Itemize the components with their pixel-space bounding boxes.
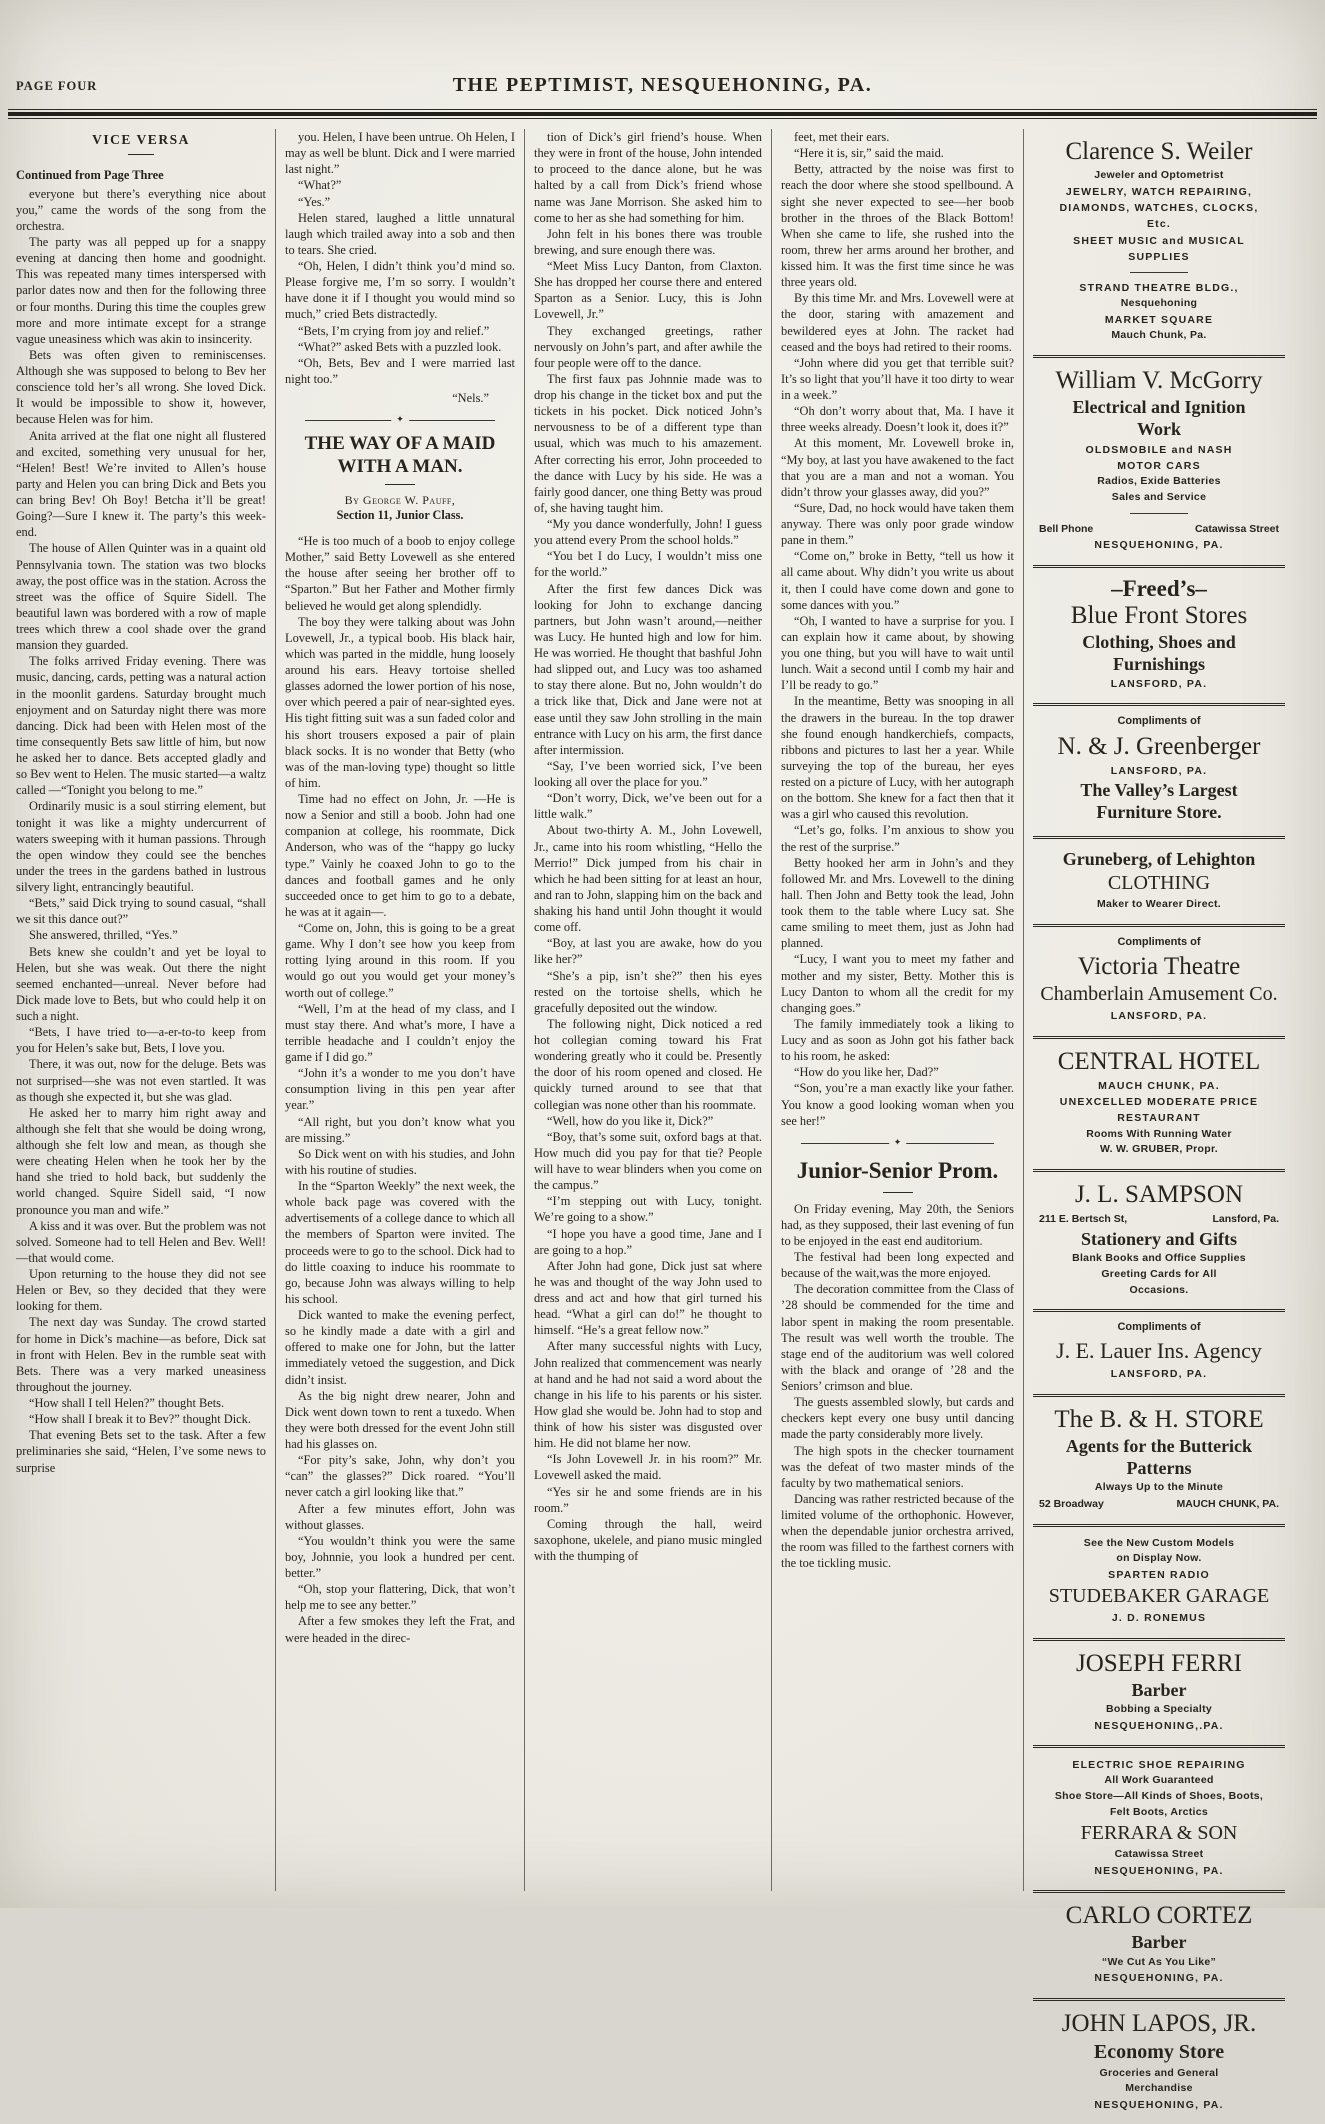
paragraph: John felt in his bones there was trouble brewing, and sure enough there was. — [534, 226, 762, 257]
ad-line: Victoria Theatre — [1077, 953, 1241, 981]
ad-line: UNEXCELLED MODERATE PRICE — [1059, 1095, 1259, 1108]
ad-line: Catawissa Street — [1114, 1848, 1204, 1861]
ad-line: Mauch Chunk, Pa. — [1111, 329, 1207, 342]
paragraph: Betty, attracted by the noise was first to reach the door where she stood spellbound. A sight she never expected to see—her boob brother in the throes of the Black Bottom! When she came to life, she rushed into the room, threw her arms around her brother, and kissed him. It was the first time since he was three years old. — [781, 162, 1014, 290]
ad-line: Nesquehoning — [1120, 297, 1198, 310]
advertisement-column — [1023, 129, 1285, 2112]
paragraph: The following night, Dick noticed a red hot collegian coming toward his Frat wondering greatly who it could be. Presently the door of his room opened and closed. He quickly turned around to see that that collegian was none other than his roommate. — [534, 1016, 762, 1112]
ad-line: Radios, Exide Batteries — [1097, 475, 1221, 488]
paragraph: “Let’s go, folks. I’m anxious to show you the rest of the surprise.” — [781, 823, 1014, 854]
header-rule — [8, 109, 1317, 119]
ad-line: NESQUEHONING, PA. — [1094, 1865, 1224, 1878]
ad-line: The B. & H. STORE — [1054, 1405, 1264, 1433]
ad-line: Clarence S. Weiler — [1065, 138, 1253, 165]
ad-line: LANSFORD, PA. — [1110, 1010, 1208, 1023]
article-headline: THE WAY OF A MAID — [304, 433, 496, 455]
paragraph: Helen stared, laughed a little unnatural laugh which trailed away into a sob and then to tears. She cried. — [285, 210, 515, 257]
paragraph: The first faux pas Johnnie made was to drop his change in the ticket box and put the tickets in his pocket. Dick noticed John’s nervousness to be of a different type than usual, which was much to his amazement. After correcting his error, John proceeded to the dance with Lucy by his side. He was a fairly good dancer, one thing Betty was proud of, she having taught him. — [534, 371, 762, 515]
ad-line: Barber — [1131, 1932, 1187, 1953]
ad-line: STUDEBAKER GARAGE — [1048, 1585, 1270, 1608]
paragraph: After a few smokes they left the Frat, and were headed in the direc- — [285, 1614, 515, 1645]
ad-line: W. W. GRUBER, Propr. — [1099, 1143, 1218, 1156]
paragraph: “He is too much of a boob to enjoy college Mother,” said Betty Lovewell as she entered the house after seeing her brother off to “Sparton.” But her Father and Mother firmly believed he would get along splendidly. — [285, 534, 515, 613]
paragraph: He asked her to marry him right away and although she felt that she would be doing wrong, although she felt low and mean, as though she were cheating Helen when he took her by the hand she tried to hold back, but suddenly the world changed. Squire Sidell said, “I now pronounce you man and wife.” — [16, 1105, 266, 1217]
ad-line: CLOTHING — [1107, 871, 1211, 894]
ad-line: Chamberlain Amusement Co. — [1040, 983, 1278, 1006]
ad-line: MARKET SQUARE — [1104, 314, 1214, 327]
ad-line: LANSFORD, PA. — [1110, 1368, 1208, 1381]
paragraph: “Come on,” broke in Betty, “tell us how it all came about. Why didn’t you write us about it, then I could have come down and gone to some dances with you.” — [781, 549, 1014, 612]
ad-line: Blank Books and Office Supplies — [1072, 1252, 1246, 1265]
ad-bh-store — [1033, 1394, 1285, 1524]
paragraph: “John it’s a wonder to me you don’t have consumption living in this pen year after year.” — [285, 1066, 515, 1113]
paragraph: Upon returning to the house they did not see Helen or Bev, so they decided that they were looking for them. — [16, 1267, 266, 1314]
ad-line: Clothing, Shoes and — [1082, 631, 1236, 652]
ad-line — [1037, 1211, 1281, 1228]
ad-line: SHEET MUSIC and MUSICAL — [1073, 234, 1245, 247]
paragraph: “Well, I’m at the head of my class, and I must stay there. And what’s more, I have a terrible headache and I couldn’t enjoy the game if I did go.” — [285, 1001, 515, 1065]
paragraph: you. Helen, I have been untrue. Oh Helen, I may as well be blunt. Dick and I were married last night.” — [285, 130, 515, 177]
page-number-label: PAGE FOUR — [16, 79, 98, 93]
ad-carlo-cortez — [1033, 1890, 1285, 1997]
paragraph: After the first few dances Dick was looking for John to exchange dancing partners, but John wasn’t around,—neither was Lucy. He hunted high and low for him. He was worried. He thought that bashful John had slipped out, and Lucy was too ashamed to stay there alone. But no, John wouldn’t do a trick like that, Dick and Jane were not at ease until they saw John strolling in the main entrance with Lucy on his arm, the first dance after intermission. — [534, 581, 762, 757]
paragraph: “Boy, that’s some suit, oxford bags at that. How much did you pay for that tie? People will have to wear blinders when you come on the campus.” — [534, 1129, 762, 1193]
paragraph: Betty hooked her arm in John’s and they followed Mr. and Mrs. Lovewell to the dining hall. Then John and Betty took the lead, John took them to the table where Lucy sat. She came smiling to meet them, just as John had planned. — [781, 855, 1014, 951]
ad-divider — [1130, 513, 1188, 514]
ad-line: Shoe Store—All Kinds of Shoes, Boots, — [1054, 1789, 1264, 1802]
ad-line: Barber — [1131, 1679, 1187, 1700]
paragraph: “Is John Lovewell Jr. in his room?” Mr. Lovewell asked the maid. — [534, 1452, 762, 1483]
paragraph: feet, met their ears. — [794, 130, 890, 144]
paragraph: The decoration committee from the Class of ’28 should be commended for the time and labor spent in making the room presentable. The result was well worth the trouble. The stage end of the auditorium was well colored with the black and orange of ’28 and the Seniors’ crimson and blue. — [781, 1282, 1014, 1394]
paragraph: “My you dance wonderfully, John! I guess you attend every Prom the school holds.” — [534, 517, 762, 548]
ad-line: JEWELRY, WATCH REPAIRING, — [1065, 185, 1253, 198]
paragraph: By this time Mr. and Mrs. Lovewell were at the door, staring with amazement and bewildered eyes at John. The racket had ceased and the boys had retired to their rooms. — [781, 291, 1014, 354]
paragraph: tion of Dick’s girl friend’s house. When they were in front of the house, John intended to proceed to the dance alone, but he was halted by a call from Dick’s friend whose name was Jane Morrison. She asked him to come to her as she had something for him. — [534, 130, 762, 225]
paragraph: The party was all pepped up for a snappy evening at dancing then home and goodnight. This was repeated many times interspersed with parlor dates now and then for the following three or four months. During this time the couples grew more and more intimate except for a strange vague uneasiness which was akin to insincerity. — [16, 235, 266, 346]
paragraph: Dancing was rather restricted because of the limited volume of the orthophonic. However, when the dependable junior orchestra arrived, the room was filled to the farthest corners with the toe tickling music. — [781, 1491, 1014, 1571]
paragraph: Time had no effect on John, Jr. —He is now a Senior and still a boob. John had one companion at college, his roommate, Dick Anderson, who was of the “happy go lucky type.” Vainly he coaxed John to go to the dances and football games and he only succeeded once to get him to go to a debate, he was at it again—. — [285, 792, 515, 919]
ad-line-right: Catawissa Street — [1194, 522, 1279, 535]
ad-line: RESTAURANT — [1117, 1112, 1201, 1125]
paragraph: “Say, I’ve been worried sick, I’ve been looking all over the place for you.” — [534, 758, 762, 789]
header-rule-hairline — [8, 109, 1317, 110]
ad-central-hotel — [1033, 1036, 1285, 1169]
ad-line: Stationery and Gifts — [1080, 1228, 1237, 1249]
ad-line: All Work Guaranteed — [1104, 1774, 1214, 1787]
ad-line: Always Up to the Minute — [1094, 1480, 1224, 1493]
paragraph: In the “Sparton Weekly” the next week, the whole back page was covered with the advertisements of a college dance to which all the members of Sparton were invited. The proceeds were to go to the school. Dick had to do little coaxing to induce his roommate to go, because John was always willing to help his school. — [285, 1179, 515, 1306]
paragraph: “Oh don’t worry about that, Ma. I have it three weeks already. Doesn’t look it, does it?” — [781, 404, 1014, 435]
paragraph: “Here it is, sir,” said the maid. — [794, 146, 944, 161]
paragraph: everyone but there’s everything nice about you,” came the words of the song from the orchestra. — [16, 186, 266, 233]
ad-line: Merchandise — [1125, 2082, 1193, 2095]
ad-line: Groceries and General — [1099, 2066, 1219, 2079]
ad-line: NESQUEHONING, PA. — [1094, 2099, 1224, 2112]
article-headline: Junior-Senior Prom. — [796, 1157, 999, 1183]
ad-line: Compliments of — [1117, 935, 1201, 948]
ad-line: Compliments of — [1117, 715, 1201, 728]
ad-line: OLDSMOBILE and NASH — [1085, 443, 1233, 456]
paragraph: “All right, but you don’t know what you are missing.” — [285, 1114, 515, 1145]
ad-line: J. D. RONEMUS — [1111, 1612, 1207, 1625]
ad-joseph-ferri — [1033, 1638, 1285, 1745]
paragraph: “She’s a pip, isn’t she?” then his eyes rested on the tortoise shells, which he gracefully deposited out the window. — [534, 968, 762, 1015]
paragraph: Coming through the hall, weird saxophone, ukelele, and piano music mingled with the thumping of — [534, 1516, 762, 1563]
paragraph: “Son, you’re a man exactly like your father. You know a good looking woman when you see her!” — [781, 1081, 1014, 1128]
ad-line: Furnishings — [1112, 653, 1206, 674]
ad-line-left: 52 Broadway — [1039, 1497, 1104, 1510]
paragraph: “Bets,” said Dick trying to sound casual, “shall we sit this dance out?” — [16, 896, 266, 927]
byline: By George W. Pauff, — [344, 492, 456, 507]
ad-line: SPARTEN RADIO — [1108, 1569, 1210, 1582]
ad-line: DIAMONDS, WATCHES, CLOCKS, — [1059, 202, 1259, 215]
paragraph: “You bet I do Lucy, I wouldn’t miss one for the world.” — [534, 549, 762, 580]
paragraph: The festival had been long expected and because of the wait,was the more enjoyed. — [781, 1250, 1014, 1281]
ad-divider — [1130, 272, 1188, 273]
ad-line: Occasions. — [1129, 1283, 1189, 1296]
paragraph: “Come on, John, this is going to be a great game. Why I don’t see how you keep from rotting lying around in this room. If you would go out you would get your money’s worth out of college.” — [285, 921, 515, 1000]
ad-line: Electrical and Ignition — [1072, 397, 1246, 418]
ad-line: J. L. SAMPSON — [1074, 1181, 1244, 1209]
paragraph: “Yes sir he and some friends are in his room.” — [534, 1484, 762, 1515]
paragraph: The folks arrived Friday evening. There was music, dancing, cards, petting was a natural action in the moonlit gardens. Saturday brought much enjoyment and on Saturday night there was more dancing. Dick had been with Helen most of the time consequently Bets saw little of him, but now he asked her to dance. Bets accepted gladly and so Bev went to Helen. The music started—a waltz called —“Tonight you belong to me.” — [16, 654, 266, 798]
ad-line: SUPPLIES — [1128, 250, 1190, 263]
paragraph: After a few minutes effort, John was without glasses. — [285, 1501, 515, 1532]
ad-line: STRAND THEATRE BLDG., — [1079, 282, 1239, 295]
ad-line: on Display Now. — [1116, 1552, 1202, 1565]
ad-line: NESQUEHONING, PA. — [1094, 1972, 1224, 1985]
paragraph: “How do you like her, Dad?” — [794, 1065, 939, 1080]
paragraph: “Oh, stop your flattering, Dick, that won’t help me to see any better.” — [285, 1582, 515, 1613]
ad-clarence-weiler — [1033, 129, 1285, 355]
paragraph: “How shall I break it to Bev?” thought Dick. — [29, 1412, 251, 1427]
paragraph: “Oh, Helen, I didn’t think you’d mind so. Please forgive me, I’m so sorry. I wouldn’t have done it if I thought you would mind so much,” cried Bets distractedly. — [285, 259, 515, 322]
continued-note: Continued from Page Three — [16, 167, 164, 182]
paragraph: “Bets, I’m crying from joy and relief.” — [298, 323, 490, 338]
paragraph: “Oh, I wanted to have a surprise for you. I can explain how it came about, by showing you one thing, but you will have to wait until lunch. Wait a second until I comb my hair and I’ll be ready to go.” — [781, 613, 1014, 693]
ad-gruneberg — [1033, 836, 1285, 924]
paragraph: “You wouldn’t think you were the same boy, Johnnie, you look a hundred per cent. better.” — [285, 1533, 515, 1581]
paragraph: Dick wanted to make the evening perfect, so he kindly made a date with a girl and offered to make one for John, but the latter immediately vetoed the suggestion, and Dick didn’t insist. — [285, 1308, 515, 1387]
paragraph: A kiss and it was over. But the problem was not solved. Someone had to tell Helen and Bev. Well!—that would come. — [16, 1218, 266, 1265]
story-column-2 — [275, 129, 515, 1891]
ad-line-right: Lansford, Pa. — [1212, 1213, 1279, 1226]
paragraph: After John had gone, Dick just sat where he was and thought of the way John used to dress and act and how that girl turned his head. “What a girl can do!” he thought to himself. “He’s a great fellow now.” — [534, 1258, 762, 1338]
story-column-3 — [524, 129, 762, 1891]
paragraph: At this moment, Mr. Lovewell broke in, “My boy, at last you have awakened to the fact that you are a man and not a woman. You didn’t throw your glasses away, did you?” — [781, 436, 1014, 499]
article-headline: VICE VERSA — [16, 131, 266, 155]
paragraph: Bets was often given to reminiscenses. Although she was supposed to belong to Bev her conscience told her’s all wrong. She loved Dick. It would be impossible to show it, however, because Helen was for him. — [16, 347, 266, 427]
ad-line: –Freed’s– — [1111, 575, 1207, 601]
ad-line: Agents for the Butterick — [1065, 1435, 1253, 1456]
byline: Section 11, Junior Class. — [336, 508, 464, 523]
ad-line: N. & J. Greenberger — [1057, 732, 1261, 760]
paragraph: They exchanged greetings, rather nervously on John’s part, and after awhile the four people were off to the dance. — [534, 323, 762, 370]
paragraph: “Sure, Dad, no hock would have taken them anyway. There was only poor grade window pane in them.” — [781, 500, 1014, 548]
ad-line: NESQUEHONING,.PA. — [1094, 1719, 1224, 1732]
ad-line: Maker to Wearer Direct. — [1096, 897, 1221, 910]
ad-line: LANSFORD, PA. — [1110, 677, 1208, 690]
ad-line: ELECTRIC SHOE REPAIRING — [1072, 1758, 1246, 1771]
ad-line: Sales and Service — [1111, 490, 1207, 503]
ad-line: The Valley’s Largest — [1080, 780, 1238, 801]
ad-line: JOHN LAPOS, JR. — [1061, 2009, 1257, 2037]
paragraph: That evening Bets set to the task. After a few preliminaries she said, “Helen, I’ve some news to surprise — [16, 1428, 266, 1475]
ad-line: Patterns — [1126, 1457, 1192, 1478]
ornament-divider — [305, 414, 495, 421]
ad-line: JOSEPH FERRI — [1075, 1649, 1242, 1677]
paragraph: Ordinarily music is a soul stirring element, but tonight it was like a mighty undercurrent of waters sweeping with it human passions. Through the open window they could see the benches under the trees in the gardens bathed in lustrous silvery light, entrancingly beautiful. — [16, 799, 266, 895]
story-column-4 — [771, 129, 1014, 1891]
ad-line: “We Cut As You Like” — [1101, 1955, 1217, 1968]
ad-line: Greeting Cards for All — [1101, 1267, 1217, 1280]
paragraph: “What?” — [298, 178, 342, 193]
paragraph: “Boy, at last you are awake, how do you like her?” — [534, 936, 762, 967]
ad-lauer-ins-agency — [1033, 1309, 1285, 1393]
ad-line: Rooms With Running Water — [1086, 1127, 1232, 1140]
ad-freeds-blue-front — [1033, 565, 1285, 704]
headline-rule — [385, 484, 415, 485]
ad-line: MOTOR CARS — [1117, 459, 1201, 472]
paragraph: After many successful nights with Lucy, John realized that commencement was nearly at hand and he had not said a word about the change in his life to his parents or his sister. How glad she would be. John had to stop and think of how his sister was disgusted over him. He did not blame her now. — [534, 1339, 762, 1451]
paragraph: In the meantime, Betty was snooping in all the drawers in the bureau. In the top drawer she found enough handkerchiefs, compacts, ribbons and pictures to last her a year. While surveying the top of the bureau, her eyes rested on a picture of Lucy, with her autograph on the bottom. She knew for a fact then that it was a girl who caused this revolution. — [781, 694, 1014, 822]
ad-line: Felt Boots, Arctics — [1109, 1805, 1209, 1818]
ad-studebaker-garage — [1033, 1524, 1285, 1638]
headline-rule — [883, 1192, 913, 1193]
article-headline: WITH A MAN. — [337, 456, 463, 478]
paragraph: “For pity’s sake, John, why don’t you “can” the glasses?” Dick roared. “You’ll never catch a girl looking like that.” — [285, 1453, 515, 1500]
paragraph: “How shall I tell Helen?” thought Bets. — [29, 1396, 225, 1411]
ad-john-lapos — [1033, 1998, 1285, 2124]
page-header — [0, 0, 1325, 102]
paragraph: There, it was out, now for the deluge. Bets was not surprised—she was not even startled. It was as though she expected it, but she was glad. — [16, 1057, 266, 1104]
header-rule-band — [8, 112, 1317, 116]
ad-line: Etc. — [1146, 218, 1172, 231]
signature: “Nels.” — [452, 391, 489, 405]
paragraph: “Yes.” — [298, 194, 331, 209]
paragraph: “Oh, Bets, Bev and I were married last night too.” — [285, 355, 515, 386]
paragraph: “Well, how do you like it, Dick?” — [547, 1113, 714, 1128]
ad-line: See the New Custom Models — [1083, 1536, 1235, 1549]
paragraph: The high spots in the checker tournament was the defeat of two master minds of the faculty by two mathematical seniors. — [781, 1443, 1014, 1490]
paragraph: “What?” asked Bets with a puzzled look. — [298, 339, 502, 354]
ad-line: William V. McGorry — [1055, 367, 1263, 395]
paragraph: She answered, thrilled, “Yes.” — [29, 928, 178, 943]
page-columns — [0, 119, 1325, 2112]
ad-william-mcgorry — [1033, 355, 1285, 565]
paragraph: “John where did you get that terrible suit? It’s so light that you’ll have it too dirty to wear in a week.” — [781, 355, 1014, 402]
ad-line: CARLO CORTEZ — [1065, 1902, 1253, 1930]
paragraph: The boy they were talking about was John Lovewell, Jr., a typical boob. His black hair, which was parted in the middle, hung loosely around his ears. Heavy tortoise shelled glasses adorned the lower portion of his nose, over which peered a pair of near-sighted eyes. His tight fitting suit was a sun faded color and his short trousers exposed a pair of plain black socks. It is no wonder that Betty (who was of the man-loving type) thought so little of him. — [285, 614, 515, 790]
paragraph: On Friday evening, May 20th, the Seniors had, as they supposed, their last evening of fun to be enjoyed in the east end auditorium. — [781, 1201, 1014, 1248]
ad-line-right: MAUCH CHUNK, PA. — [1176, 1497, 1279, 1510]
paragraph: “Bets, I have tried to—a-er-to-to keep from you for Helen’s sake but, Bets, I love you. — [16, 1025, 266, 1056]
ad-victoria-theatre — [1033, 924, 1285, 1036]
ad-line: FERRARA & SON — [1080, 1822, 1238, 1845]
ad-jl-sampson — [1033, 1169, 1285, 1309]
paragraph: Anita arrived at the flat one night all flustered and excited, something very unusual for her, “Helen! Best! We’re invited to Allen’s house party and Helen you can bring Dick and Bets you can bring Bev! Oh Boy! Betcha it’ll be great! Going?—Sure I knew it. The party’s this week-end. — [16, 428, 266, 540]
ad-line — [1037, 1496, 1281, 1513]
paragraph: About two-thirty A. M., John Lovewell, Jr., came into his room whistling, “Hello the Merrio!” Dick jumped from his chair in which he had been sitting for at least an hour, and ran to John, slapping him on the back and shaking his hand until John thought it would come off. — [534, 823, 762, 935]
ad-line: Bobbing a Specialty — [1105, 1702, 1213, 1715]
paragraph: “I’m stepping out with Lucy, tonight. We’re going to a show.” — [534, 1194, 762, 1225]
ad-line: NESQUEHONING, PA. — [1094, 539, 1224, 552]
ad-line: LANSFORD, PA. — [1110, 764, 1208, 777]
ornament-divider — [801, 1137, 994, 1144]
paragraph: “I hope you have a good time, Jane and I are going to a hop.” — [534, 1226, 762, 1257]
ad-line-left: Bell Phone — [1039, 522, 1094, 535]
ad-line: Jeweler and Optometrist — [1094, 169, 1224, 181]
paragraph: The house of Allen Quinter was in a quaint old Pennsylvania town. The station was two blocks away, the post office was in the station. Across the street was the office of Squire Sidell. The beautiful lawn was bordered with a row of maple trees which threw a cool shade over the grand mansion they guarded. — [16, 541, 266, 653]
ad-greenberger — [1033, 703, 1285, 835]
paragraph: “Lucy, I want you to meet my father and mother and my sister, Betty. Mother this is Lucy Danton to whom all the credit for my changing goes.” — [781, 952, 1014, 1015]
ad-line: Work — [1136, 419, 1181, 440]
ad-line: Gruneberg, of Lehighton — [1062, 848, 1256, 869]
paragraph: So Dick went on with his studies, and John with his routine of studies. — [285, 1146, 515, 1177]
story-column-1 — [16, 129, 266, 1891]
paragraph: “Meet Miss Lucy Danton, from Claxton. She has dropped her course there and entered Sparton as a Senior. Lucy, this is John Lovewell, Jr.” — [534, 259, 762, 322]
ad-line: J. E. Lauer Ins. Agency — [1056, 1338, 1262, 1364]
ad-line: CENTRAL HOTEL — [1057, 1047, 1261, 1075]
paragraph: The family immediately took a liking to Lucy and as soon as John got his father back to his room, he asked: — [781, 1016, 1014, 1064]
masthead-title: THE PEPTIMIST, NESQUEHONING, PA. — [452, 74, 873, 96]
ad-line: Blue Front Stores — [1070, 601, 1248, 629]
ad-line: MAUCH CHUNK, PA. — [1098, 1079, 1220, 1092]
paragraph: As the big night drew nearer, John and Dick went down town to rent a tuxedo. When they were both dressed for the event John still had his glasses on. — [285, 1388, 515, 1452]
paragraph: Bets knew she couldn’t and yet be loyal to Helen, but she was weak. Out there the night seemed enchanted—unreal. Never before had Dick made love to Bets, but who could help it on such a night. — [16, 944, 266, 1024]
ad-line: Furniture Store. — [1096, 802, 1222, 823]
ad-line: Compliments of — [1117, 1321, 1201, 1334]
ad-line: Economy Store — [1093, 2040, 1225, 2063]
ad-line-left: 211 E. Bertsch St, — [1039, 1213, 1128, 1226]
ad-ferrara-son — [1033, 1745, 1285, 1891]
paragraph: The guests assembled slowly, but cards and checkers kept every one busy until dancing made the party considerably more lively. — [781, 1395, 1014, 1442]
ad-line — [1037, 521, 1281, 538]
paragraph: The next day was Sunday. The crowd started for home in Dick’s machine—as before, Dick sat in front with Helen. Bev in the rumble seat with Bets. There was a very marked uneasiness throughout the journey. — [16, 1315, 266, 1394]
paragraph: “Don’t worry, Dick, we’ve been out for a little walk.” — [534, 791, 762, 822]
